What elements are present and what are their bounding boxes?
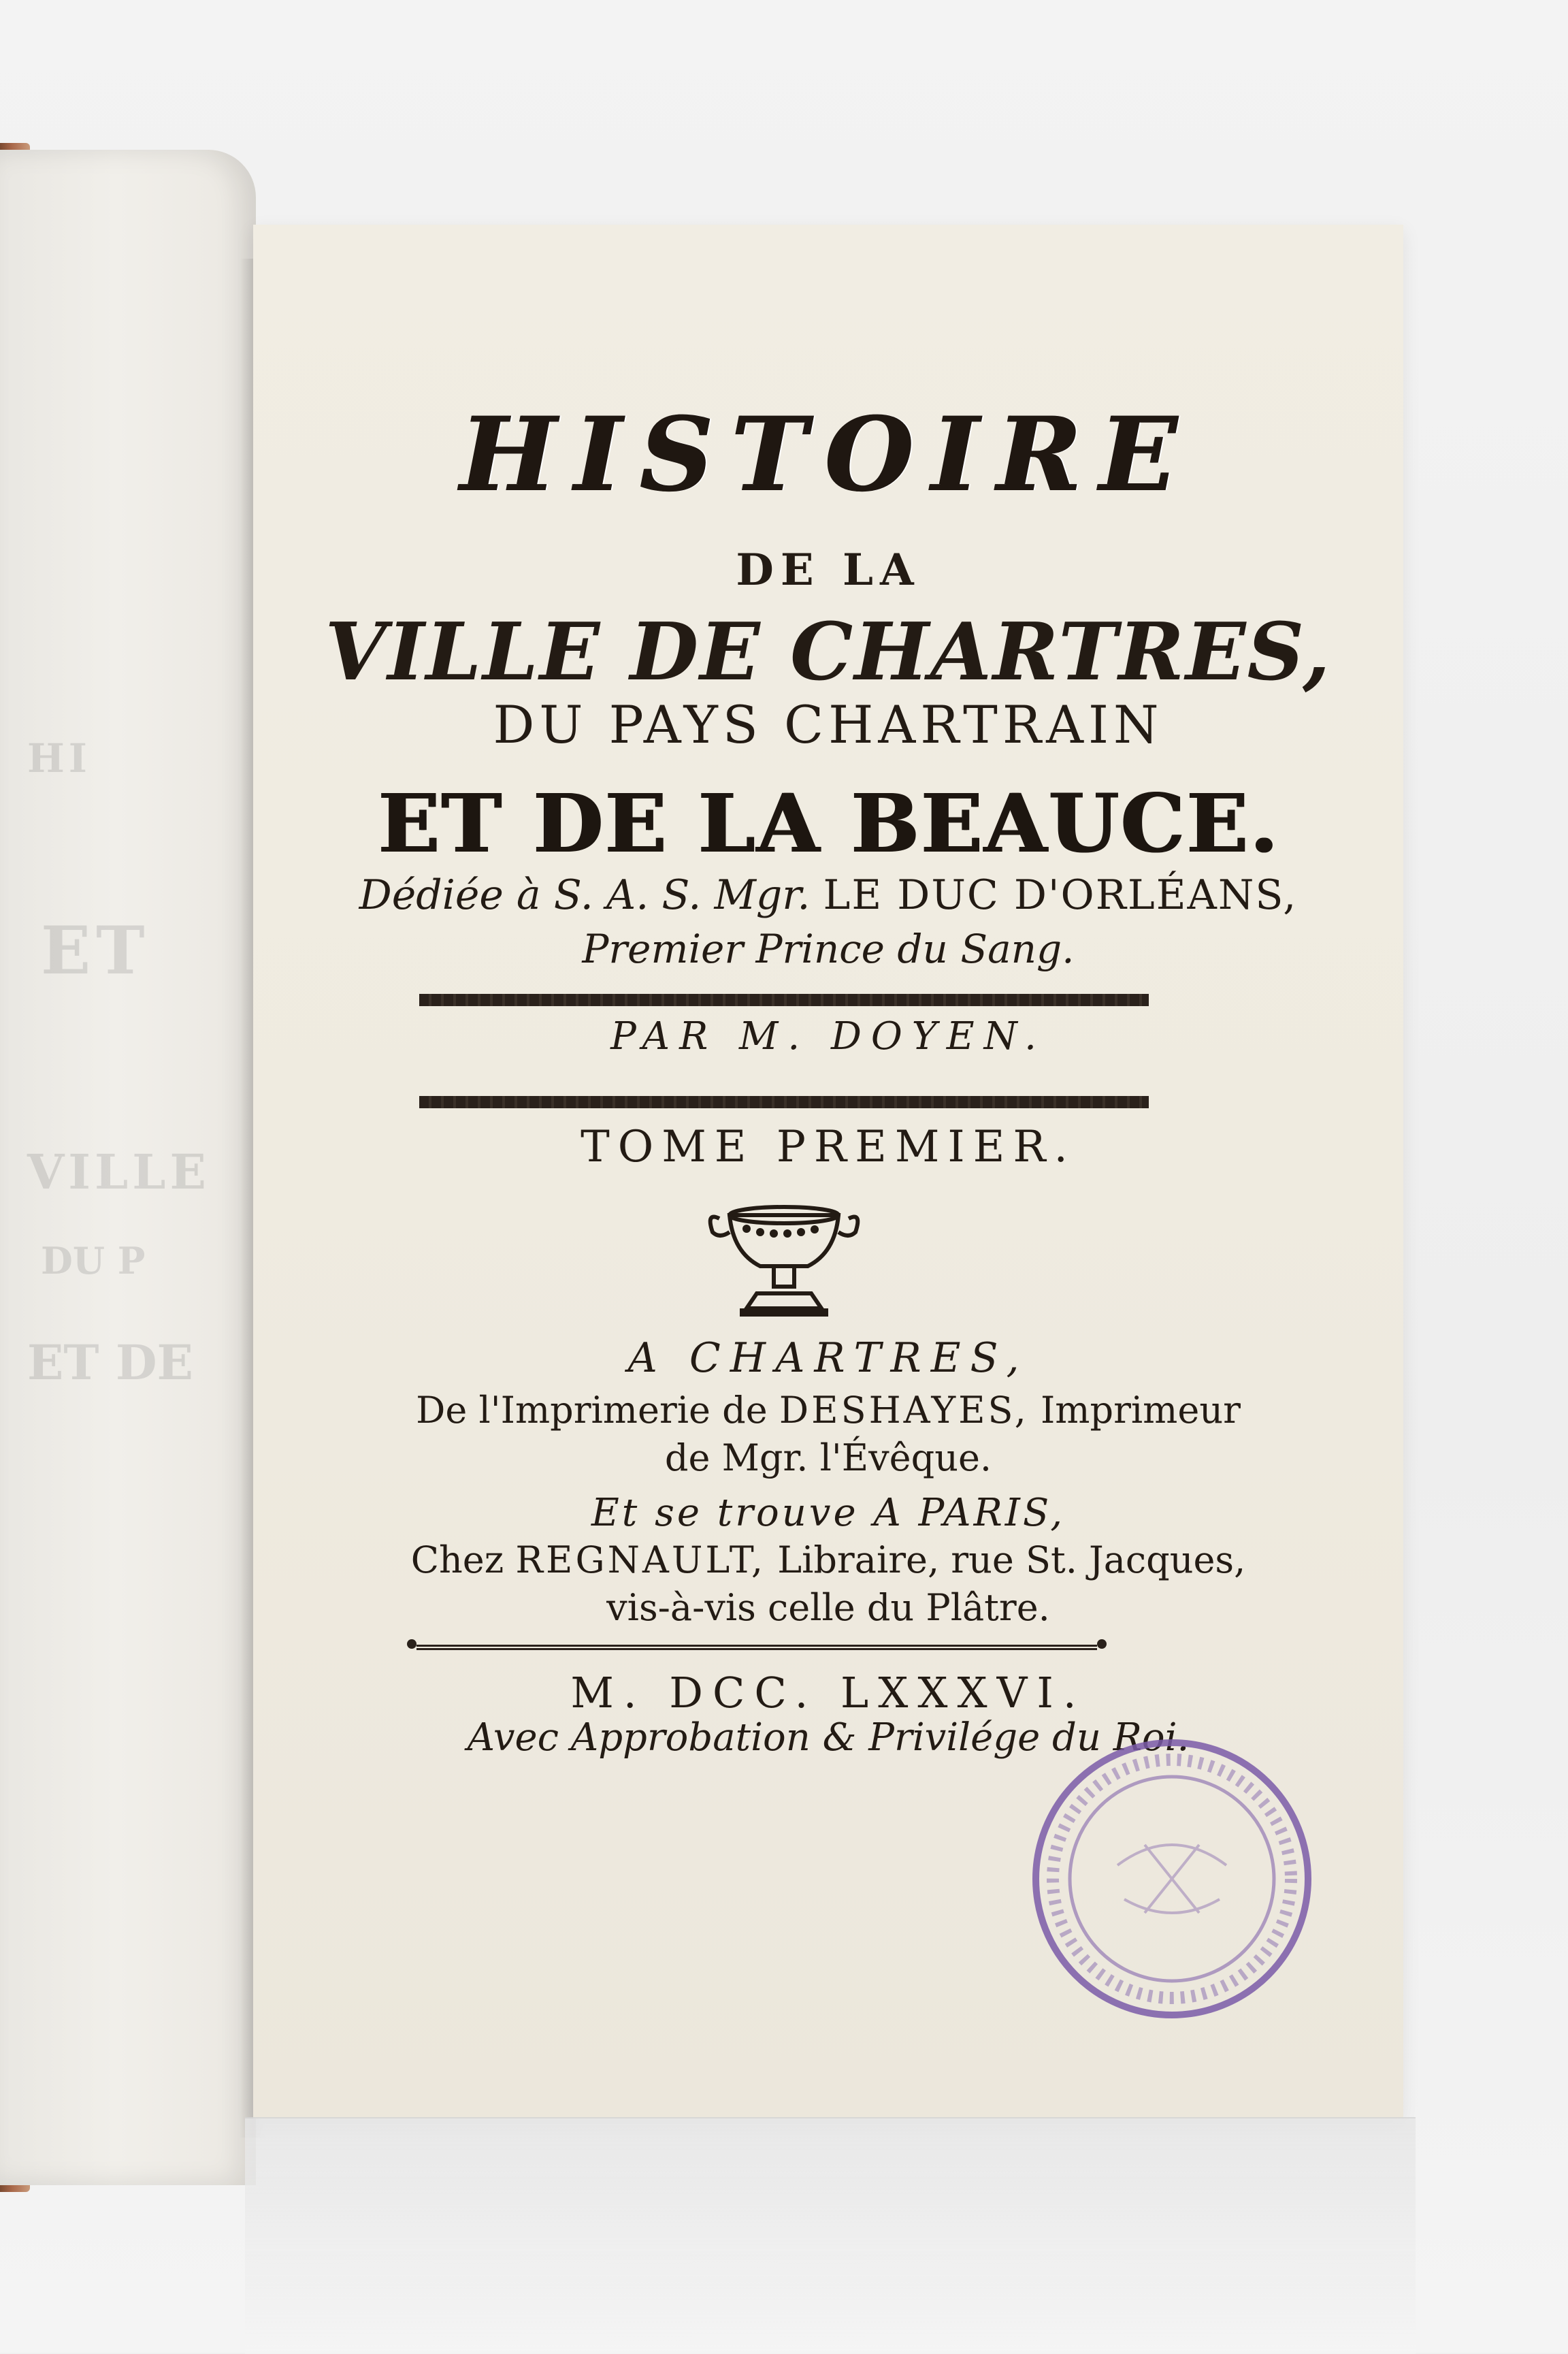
dedication-name: LE DUC D'ORLÉANS, (823, 871, 1298, 919)
seller-name: REGNAULT, (515, 1538, 766, 1581)
title-pays: DU PAYS CHARTRAIN (493, 694, 1164, 755)
dedication (253, 871, 1403, 919)
seller-suffix: Libraire, rue St. Jacques, (777, 1538, 1246, 1581)
volume-line: TOME PREMIER. (581, 1122, 1076, 1172)
ornamental-divider (416, 1645, 1097, 1660)
divider-dot (1097, 1639, 1107, 1649)
show-through-text: ET (41, 912, 150, 989)
seller-line-1 (253, 1538, 1403, 1581)
paris-line: Et se trouve A PARIS, (591, 1491, 1066, 1535)
imprint-printer: DESHAYES, (779, 1389, 1029, 1432)
dedication-prince: Premier Prince du Sang. (582, 926, 1075, 972)
vase-ornament-icon (692, 1191, 876, 1321)
book-title-histoire: HISTOIRE (461, 395, 1196, 515)
imprint-suffix: Imprimeur (1040, 1389, 1241, 1432)
bottom-rule (419, 1096, 1149, 1108)
title-page (253, 225, 1403, 2118)
title-beauce: ET DE LA BEAUCE. (377, 776, 1279, 871)
show-through-text: DU P (41, 1239, 146, 1283)
title-de-la: DE LA (736, 545, 921, 596)
privilege-line: Avec Approbation & Privilége du Roi. (467, 1715, 1190, 1760)
show-through-text: VILLE (27, 1144, 210, 1200)
seller-line-2: vis-à-vis celle du Plâtre. (606, 1586, 1050, 1629)
author-line: PAR M. DOYEN. (610, 1014, 1046, 1059)
imprint-place: A CHARTRES, (627, 1334, 1029, 1382)
facing-page (0, 150, 256, 2185)
show-through-text: HI (27, 735, 91, 781)
top-rule (419, 994, 1149, 1006)
imprint-prefix: De l'Imprimerie de (416, 1389, 768, 1432)
divider-dot (407, 1639, 416, 1649)
title-ville: VILLE DE CHARTRES, (325, 606, 1332, 698)
display-stand (245, 2117, 1416, 2354)
imprint-line-1 (253, 1389, 1403, 1432)
imprint-line-2: de Mgr. l'Évêque. (664, 1436, 992, 1479)
dedication-prefix: Dédiée à S. A. S. Mgr. (359, 871, 811, 919)
seller-prefix: Chez (410, 1538, 504, 1581)
publication-year: M. DCC. LXXXVI. (570, 1668, 1086, 1718)
show-through-text: ET DE (27, 1334, 193, 1391)
library-stamp-icon (1022, 1729, 1322, 2029)
